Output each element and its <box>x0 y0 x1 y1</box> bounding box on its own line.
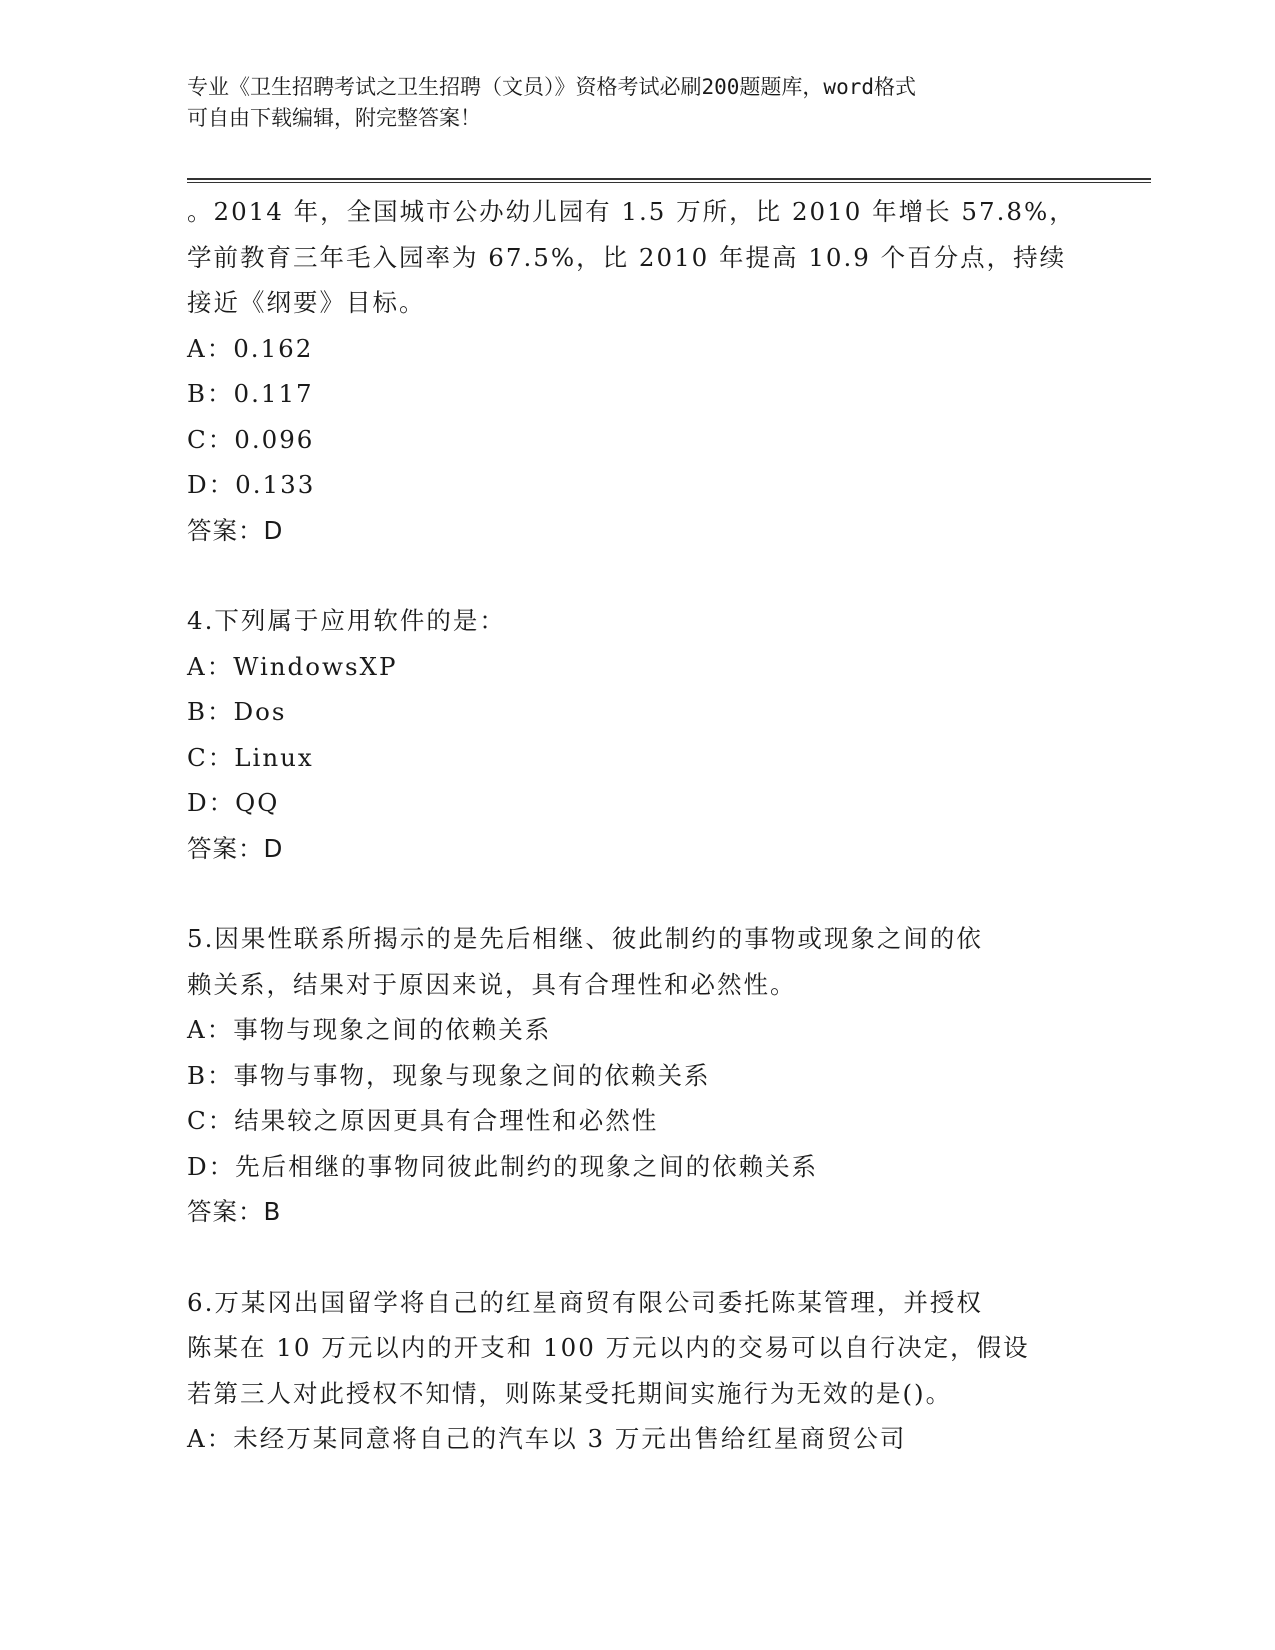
answer: 答案：D <box>187 833 284 863</box>
question-3 <box>187 189 1087 553</box>
answer: 答案：D <box>187 515 284 545</box>
header-rule <box>187 178 1151 180</box>
header-line: 专业《卫生招聘考试之卫生招聘（文员）》资格考试必刷200题题库，word格式 <box>187 75 916 99</box>
question-5 <box>187 916 1087 1235</box>
question-text: 学前教育三年毛入园率为 67.5%，比 2010 年提高 10.9 个百分点，持续 <box>187 242 1067 272</box>
option-d: D：先后相继的事物同彼此制约的现象之间的依赖关系 <box>187 1151 819 1181</box>
option-b: B：Dos <box>187 697 287 726</box>
question-text: 5.因果性联系所揭示的是先后相继、彼此制约的事物或现象之间的依 <box>187 924 983 953</box>
option-d: D：QQ <box>187 788 280 817</box>
option-b: B：0.117 <box>187 379 314 408</box>
question-text: 接近《纲要》目标。 <box>187 288 426 317</box>
option-c: C：0.096 <box>187 424 315 454</box>
document-body <box>187 189 1087 1462</box>
question-text: 6.万某冈出国留学将自己的红星商贸有限公司委托陈某管理，并授权 <box>187 1287 983 1317</box>
question-6 <box>187 1280 1087 1462</box>
question-text: 赖关系，结果对于原因来说，具有合理性和必然性。 <box>187 969 797 999</box>
question-4 <box>187 598 1087 871</box>
option-d: D：0.133 <box>187 470 316 499</box>
option-a: A：WindowsXP <box>187 651 398 681</box>
answer: 答案：B <box>187 1197 282 1226</box>
option-c: C：Linux <box>187 742 314 772</box>
question-text: 陈某在 10 万元以内的开支和 100 万元以内的交易可以自行决定，假设 <box>187 1333 1030 1362</box>
option-b: B：事物与事物，现象与现象之间的依赖关系 <box>187 1060 711 1090</box>
header-line: 可自由下载编辑，附完整答案！ <box>187 106 481 130</box>
spacer <box>187 1235 1087 1280</box>
option-a: A：未经万某同意将自己的汽车以 3 万元出售给红星商贸公司 <box>187 1424 907 1453</box>
option-c: C：结果较之原因更具有合理性和必然性 <box>187 1106 659 1135</box>
document-header <box>187 72 1087 134</box>
header-rule <box>187 182 1151 183</box>
question-text: 若第三人对此授权不知情，则陈某受托期间实施行为无效的是()。 <box>187 1378 953 1408</box>
option-a: A：0.162 <box>187 333 314 363</box>
question-text: 4.下列属于应用软件的是： <box>187 606 506 635</box>
question-text: 。2014 年，全国城市公办幼儿园有 1.5 万所，比 2010 年增长 57.8%， <box>187 197 1076 226</box>
spacer <box>187 553 1087 598</box>
option-a: A：事物与现象之间的依赖关系 <box>187 1015 552 1044</box>
spacer <box>187 871 1087 916</box>
